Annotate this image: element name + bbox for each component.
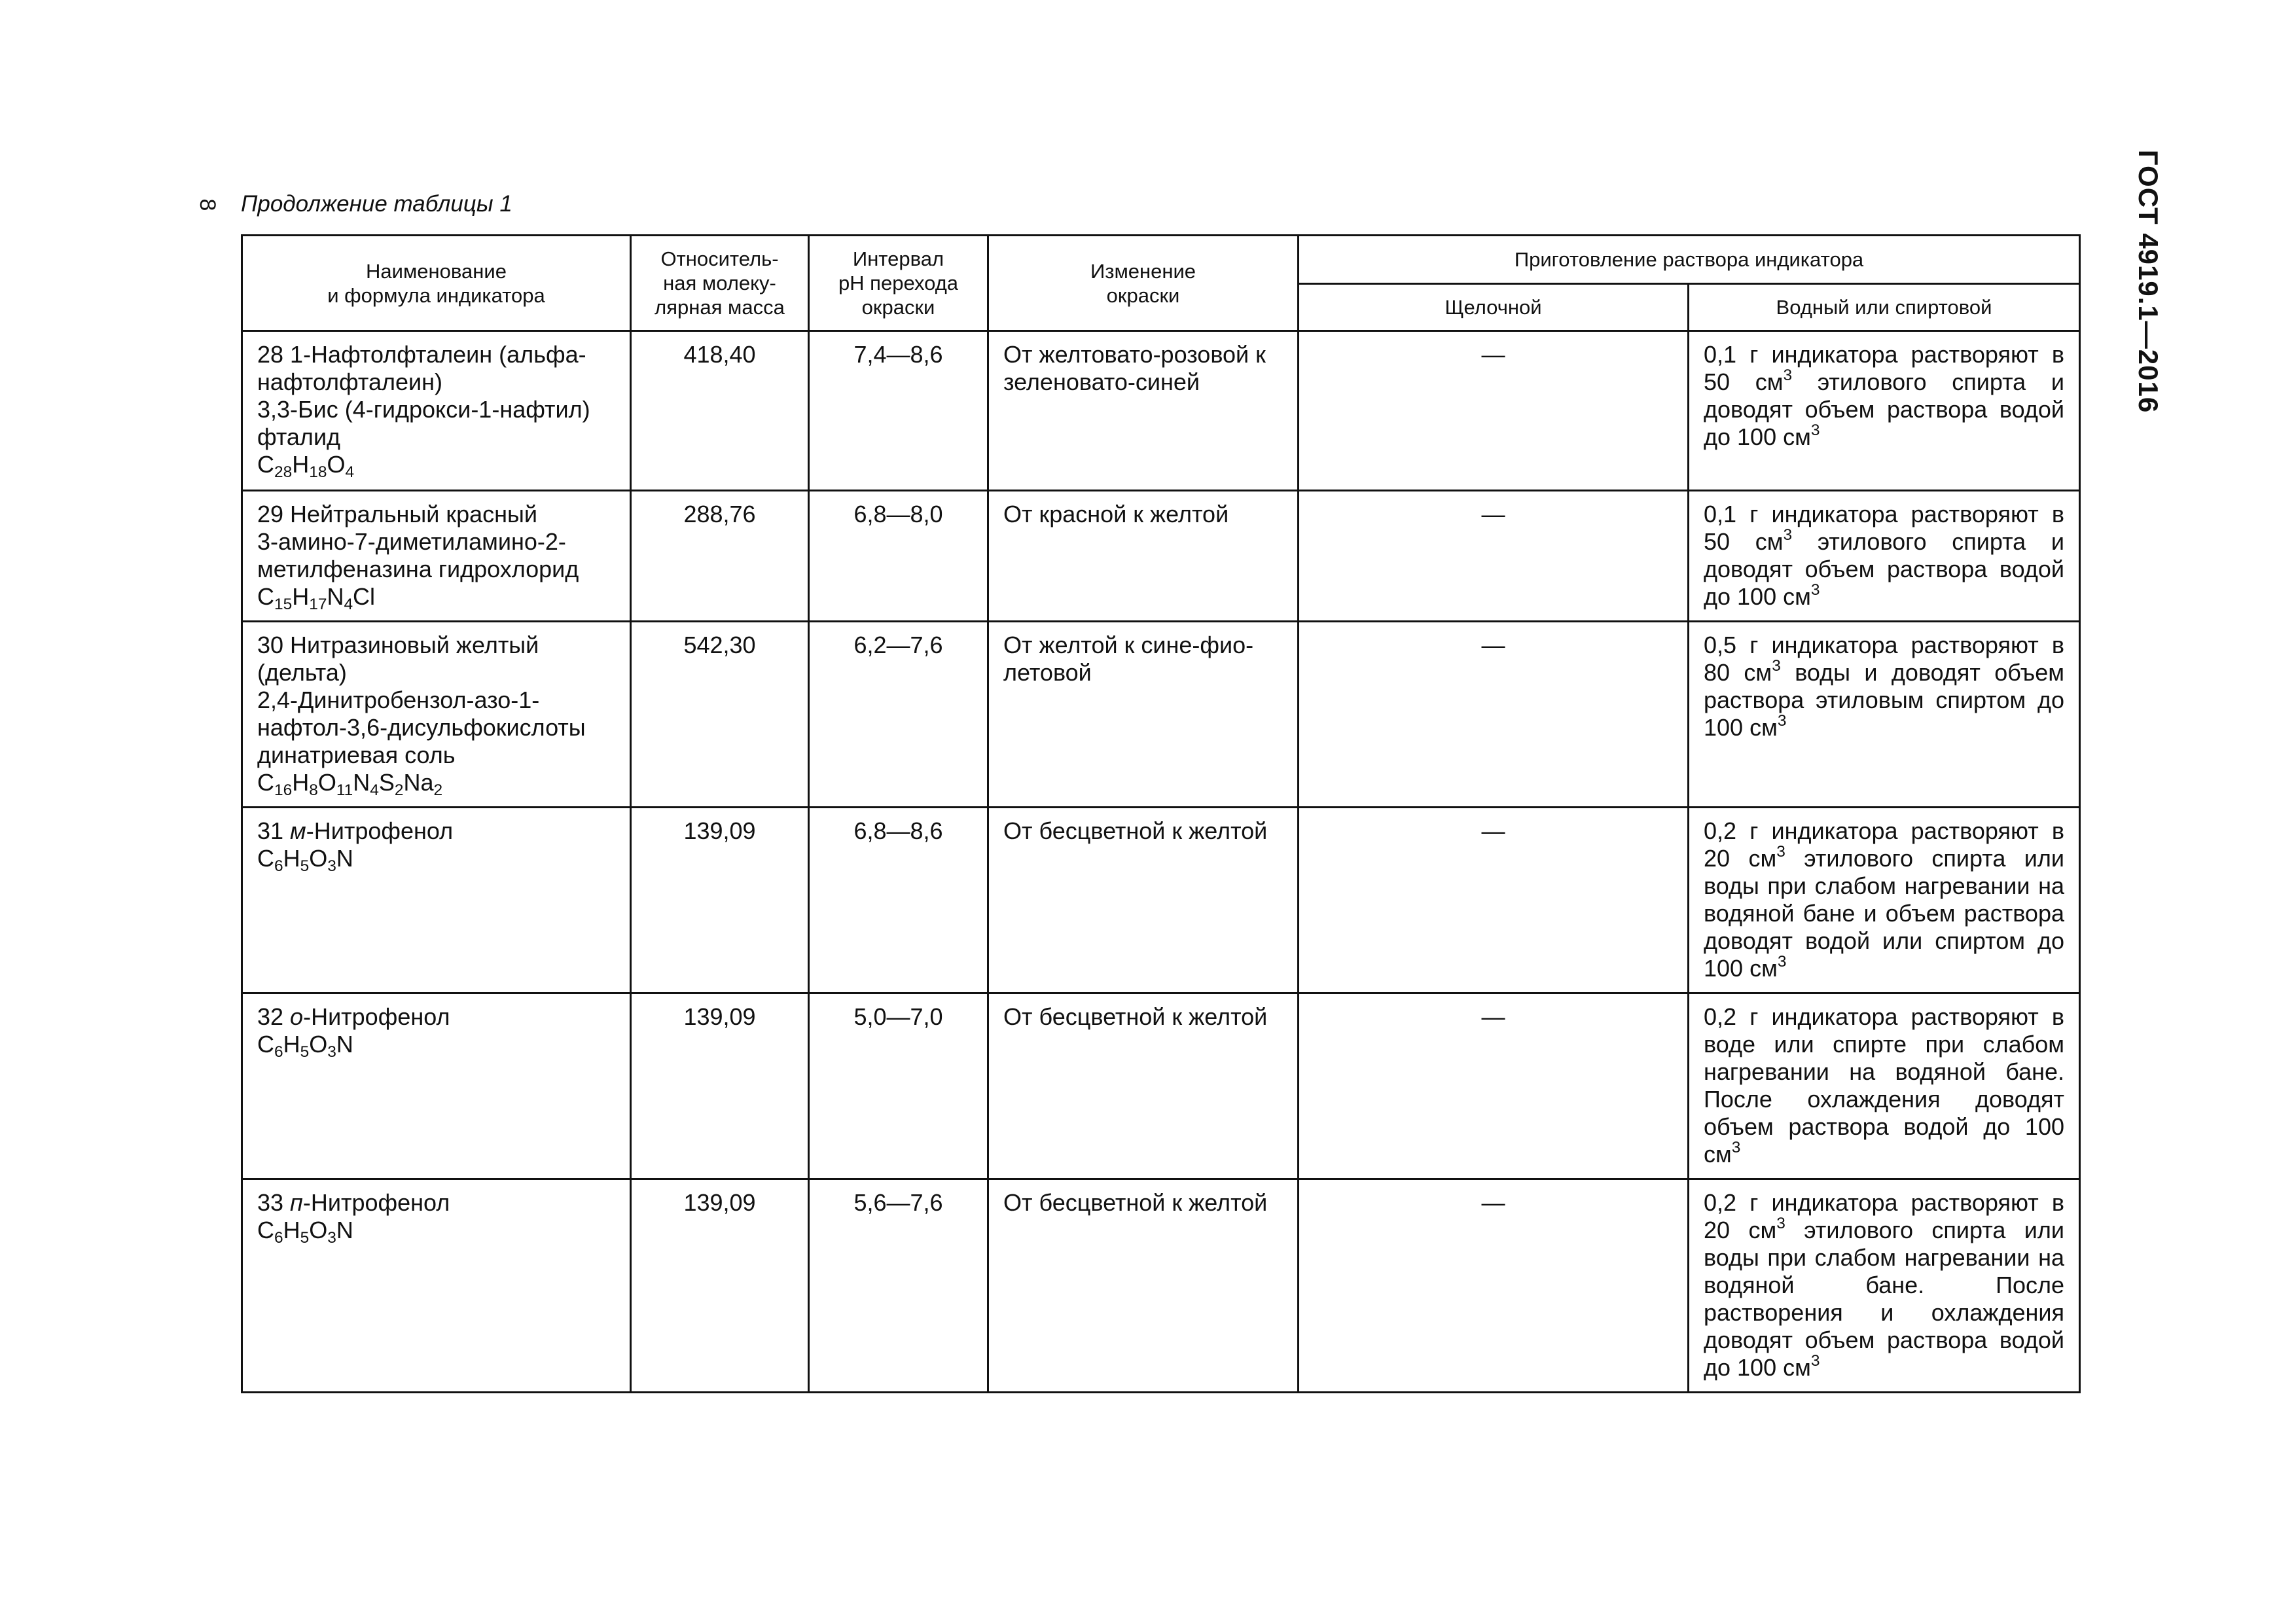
alkaline-solution-cell: — — [1299, 331, 1689, 491]
document-code: ГОСТ 4919.1—2016 — [2133, 149, 2164, 414]
aqueous-solution-cell: 0,2 г индикатора растворяют в воде или спирте при слабом нагревании на водяной бане. После охлаждения доводят объем раствора водой до 100 $см^3$ — [1689, 993, 2080, 1179]
molecular-mass-cell: 542,30 — [631, 622, 809, 808]
molecular-mass-cell: 139,09 — [631, 1179, 809, 1393]
alkaline-solution-cell: — — [1299, 993, 1689, 1179]
molecular-mass-cell: 139,09 — [631, 993, 809, 1179]
header-aqueous: Водный или спиртовой — [1689, 284, 2080, 331]
table-row — [242, 993, 2080, 1179]
ph-interval-cell: 7,4—8,6 — [809, 331, 988, 491]
header-molecular-mass: Относитель- ная молеку- лярная масса — [631, 236, 809, 331]
page-number: 8 — [195, 198, 220, 211]
table-row — [242, 808, 2080, 993]
molecular-mass-cell: 418,40 — [631, 331, 809, 491]
aqueous-solution-cell: 0,2 г индикатора растворяют в 20 $см^3$ этилового спирта или воды при слабом нагревании на водяной бане. После растворения и охлаждения доводят объем раствора водой до 100 $см^3$ — [1689, 1179, 2080, 1393]
molecular-mass-cell: 139,09 — [631, 808, 809, 993]
alkaline-solution-cell: — — [1299, 622, 1689, 808]
ph-interval-cell: 6,8—8,6 — [809, 808, 988, 993]
chemical-formula: $C_{16}H_8O_{11}N_4S_2Na_2$ — [257, 769, 443, 799]
aqueous-solution-cell: 0,1 г индикатора растворяют в 50 $см^3$ этилового спирта и доводят объем раствора водой до 100 $см^3$ — [1689, 331, 2080, 491]
indicator-name-cell: 31 м-Нитрофенол $C_6H_5O_3N$ — [242, 808, 631, 993]
molecular-mass-cell: 288,76 — [631, 491, 809, 622]
chemical-formula: $C_{15}H_{17}N_4Cl$ — [257, 583, 376, 613]
indicator-name-cell: 30 Нитразиновый желтый (дельта) 2,4-Динитробензол-азо-1- нафтол-3,6-дисульфокислоты динатриевая соль $C_{16}H_8O_{11}N_4S_2Na_2$ — [242, 622, 631, 808]
header-alkaline: Щелочной — [1299, 284, 1689, 331]
ph-interval-cell: 6,2—7,6 — [809, 622, 988, 808]
aqueous-solution-cell: 0,1 г индикатора растворяют в 50 $см^3$ этилового спирта и доводят объем раствора водой до 100 $см^3$ — [1689, 491, 2080, 622]
ph-interval-cell: 6,8—8,0 — [809, 491, 988, 622]
chemical-formula: $C_{28}H_{18}O_4$ — [257, 451, 355, 481]
indicator-name-cell: 32 о-Нитрофенол $C_6H_5O_3N$ — [242, 993, 631, 1179]
aqueous-solution-cell: 0,5 г индикатора растворяют в 80 $см^3$ воды и доводят объем раствора этиловым спиртом до 100 $см^3$ — [1689, 622, 2080, 808]
table-row — [242, 491, 2080, 622]
indicator-name-cell: 28 1-Нафтолфталеин (альфа- нафтолфталеин) 3,3-Бис (4-гидрокси-1-нафтил) фталид $C_{28}H_{18}O_4$ — [242, 331, 631, 491]
table-row — [242, 1179, 2080, 1393]
ph-interval-cell: 5,0—7,0 — [809, 993, 988, 1179]
header-color-change: Изменение окраски — [988, 236, 1299, 331]
color-change-cell: От бесцветной к желтой — [988, 993, 1299, 1179]
color-change-cell: От бесцветной к желтой — [988, 808, 1299, 993]
table-row — [242, 331, 2080, 491]
table-row — [242, 622, 2080, 808]
color-change-cell: От желтовато-розовой к зеленовато-синей — [988, 331, 1299, 491]
table-continuation-caption: Продолжение таблицы 1 — [241, 191, 512, 217]
table-body — [242, 331, 2080, 1393]
aqueous-solution-cell: 0,2 г индикатора растворяют в 20 $см^3$ этилового спирта или воды при слабом нагревании на водяной бане и объем раствора доводят водой или спиртом до 100 $см^3$ — [1689, 808, 2080, 993]
indicator-name-cell: 33 п-Нитрофенол $C_6H_5O_3N$ — [242, 1179, 631, 1393]
color-change-cell: От желтой к сине-фио- летовой — [988, 622, 1299, 808]
chemical-formula: $C_6H_5O_3N$ — [257, 845, 353, 875]
indicator-name-cell: 29 Нейтральный красный 3-амино-7-диметиламино-2- метилфеназина гидрохлорид $C_{15}H_{17}N_4Cl$ — [242, 491, 631, 622]
color-change-cell: От бесцветной к желтой — [988, 1179, 1299, 1393]
chemical-formula: $C_6H_5O_3N$ — [257, 1031, 353, 1061]
indicator-table — [241, 234, 2081, 1393]
chemical-formula: $C_6H_5O_3N$ — [257, 1217, 353, 1247]
color-change-cell: От красной к желтой — [988, 491, 1299, 622]
alkaline-solution-cell: — — [1299, 1179, 1689, 1393]
header-name: Наименование и формула индикатора — [242, 236, 631, 331]
ph-interval-cell: 5,6—7,6 — [809, 1179, 988, 1393]
header-ph-interval: Интервал pH перехода окраски — [809, 236, 988, 331]
alkaline-solution-cell: — — [1299, 808, 1689, 993]
alkaline-solution-cell: — — [1299, 491, 1689, 622]
header-preparation: Приготовление раствора индикатора — [1299, 236, 2080, 284]
